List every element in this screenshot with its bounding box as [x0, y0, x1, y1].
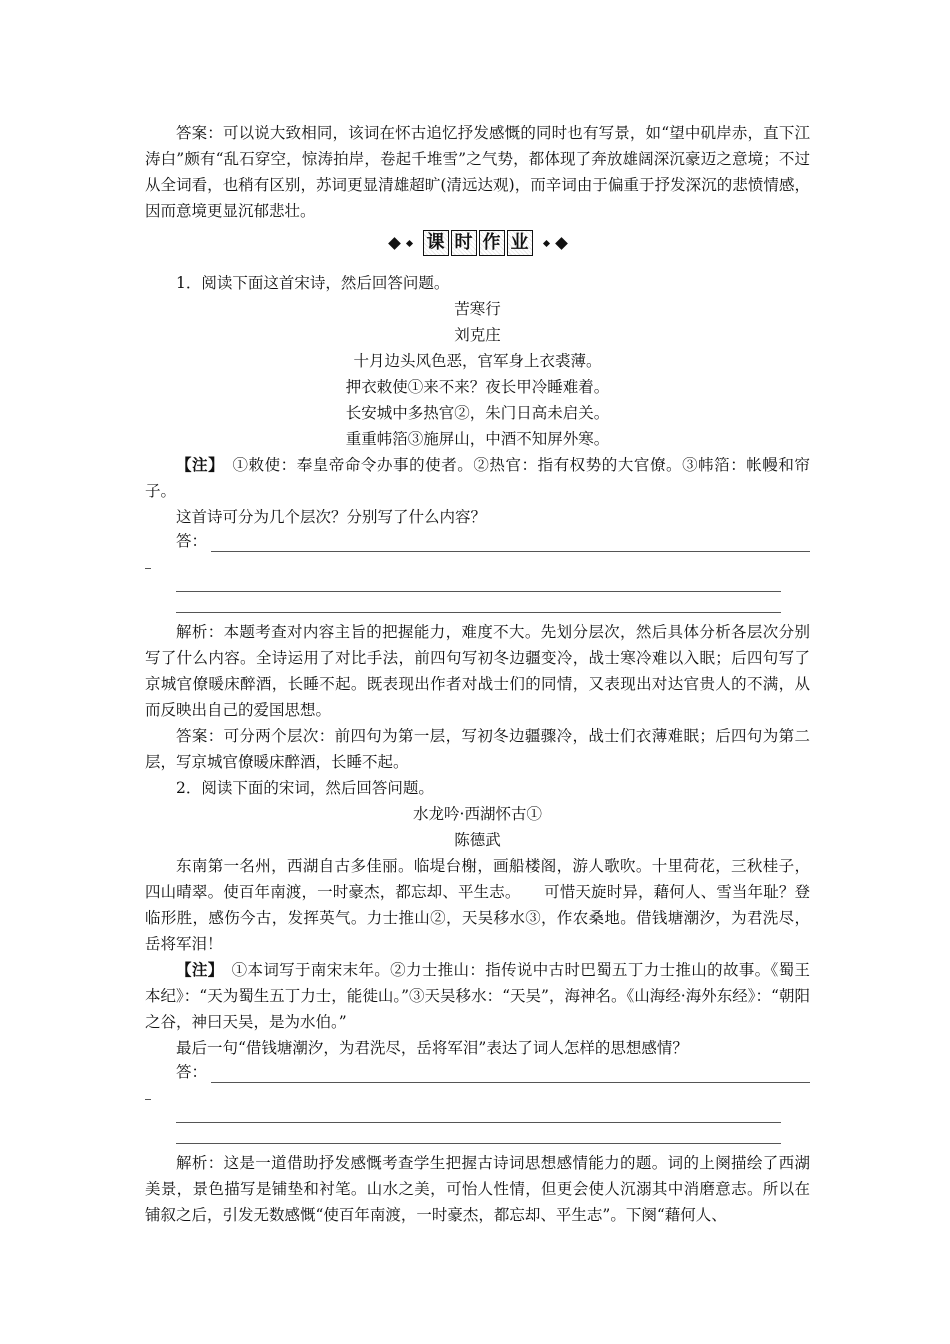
q2-prompt: 2．阅读下面的宋词，然后回答问题。: [176, 779, 434, 797]
diamond-icon: [542, 239, 549, 246]
q1-blank-line[interactable]: [176, 592, 781, 613]
answer-dash: [145, 1083, 151, 1100]
q1-question: 这首诗可分为几个层次？分别写了什么内容？: [176, 508, 487, 526]
q1-poem-line: 长安城中多热官②，朱门日高未启关。: [345, 404, 610, 422]
q2-blank-line[interactable]: [176, 1100, 781, 1123]
q2-answer-field[interactable]: [176, 1061, 810, 1083]
q2-question: 最后一句“借钱塘潮汐，为君洗尽，岳将军泪”表达了词人怎样的思想感情？: [176, 1039, 688, 1057]
q1-answer: 答案：可分两个层次：前四句为第一层，写初冬边疆骤冷，战士们衣薄难眠；后四句为第二层，写京城官僚暖床醉酒，长睡不起。: [145, 727, 810, 771]
answer-rule: [211, 537, 810, 552]
note-label: 【注】: [176, 455, 217, 474]
q1-answer-field[interactable]: [176, 530, 810, 552]
q2-poem-body: 东南第一名州，西湖自古多佳丽。临堤台榭，画船楼阁，游人歌吹。十里荷花，三秋桂子，四山晴翠。使百年南渡，一时豪杰，都忘却、平生志。 可惜天旋时异，藉何人、雪当年耻？登临形胜，感伤今古，发挥英气。力士推山②，天吴移水③，作农桑地。借钱塘潮汐，为君洗尽，岳将军泪！: [145, 857, 810, 953]
banner-title: [422, 230, 534, 256]
banner-char: 作: [479, 230, 505, 256]
banner-char: 课: [423, 230, 449, 256]
q1-poem-line: 重重帏箔③施屏山，中酒不知屏外寒。: [345, 430, 610, 448]
note-text: ①本词写于南宋末年。②力士推山：指传说中古时巴蜀五丁力士推山的故事。《蜀王本纪》：“天为蜀生五丁力士，能徙山。”③天吴移水：“天吴”，海神名。《山海经·海外东经》：“朝阳之谷，神曰天吴，是为水伯。”: [145, 961, 810, 1031]
q2-note: [145, 957, 810, 1035]
section-banner: [145, 226, 810, 260]
q1-prompt: 1．阅读下面这首宋诗，然后回答问题。: [176, 274, 450, 292]
banner-char: 时: [451, 230, 477, 256]
banner-char: 业: [507, 230, 533, 256]
answer-rule: [211, 1068, 810, 1083]
q2-analysis: 解析：这是一道借助抒发感慨考查学生把握古诗词思想感情能力的题。词的上阕描绘了西湖美景，景色描写是铺垫和衬笔。山水之美，可怡人性情，但更会使人沉溺其中消磨意志。所以在铺叙之后，引发无数感慨“使百年南渡，一时豪杰，都忘却、平生志”。下阕“藉何人、: [145, 1154, 810, 1224]
q1-poem-line: 十月边头风色恶，官军身上衣裘薄。: [353, 352, 602, 370]
q1-poem-line: 押衣敕使①来不来？夜长甲冷睡难着。: [345, 378, 610, 396]
q2-author: 陈德武: [454, 831, 501, 849]
note-label: 【注】: [176, 960, 216, 979]
intro-answer: 答案：可以说大致相同，该词在怀古追忆抒发感慨的同时也有写景，如“望中矶岸赤，直下江涛白”颇有“乱石穿空，惊涛拍岸，卷起千堆雪”之气势，都体现了奔放雄阔深沉豪迈之意境；不过从全词看，也稍有区别，苏词更显清雄超旷(清远达观)，而辛词由于偏重于抒发深沉的悲愤情感，因而意境更显沉郁悲壮。: [145, 124, 810, 220]
q2-blank-line[interactable]: [176, 1123, 781, 1144]
answer-label: 答：: [176, 532, 208, 550]
answer-dash: [145, 552, 151, 569]
q1-note: [145, 452, 810, 504]
document-page: [145, 120, 810, 1228]
q1-poem-title: 苦寒行: [454, 300, 501, 318]
diamond-icon: [388, 237, 401, 250]
q1-author: 刘克庄: [454, 326, 501, 344]
diamond-icon: [555, 237, 568, 250]
q1-blank-line[interactable]: [176, 569, 781, 592]
note-text: ①敕使：奉皇帝命令办事的使者。②热官：指有权势的大官僚。③帏箔：帐幔和帘子。: [145, 456, 810, 500]
q2-poem-title: 水龙吟·西湖怀古①: [413, 805, 542, 823]
answer-label: 答：: [176, 1063, 208, 1081]
q1-analysis: 解析：本题考查对内容主旨的把握能力，难度不大。先划分层次，然后具体分析各层次分别写了什么内容。全诗运用了对比手法，前四句写初冬边疆变冷，战士寒冷难以入眠；后四句写了京城官僚暖床醉酒，长睡不起。既表现出作者对战士们的同情，又表现出对达官贵人的不满，从而反映出自己的爱国思想。: [145, 623, 810, 719]
diamond-icon: [405, 239, 412, 246]
